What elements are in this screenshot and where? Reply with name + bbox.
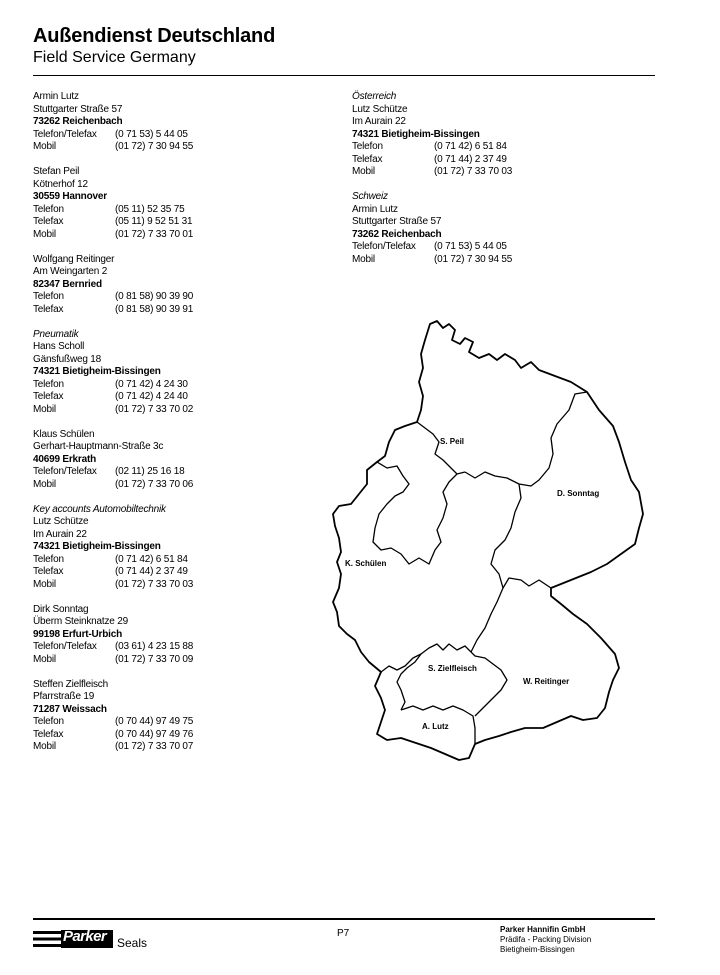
contact-phone-value: (0 71 53) 5 44 05 xyxy=(434,241,507,252)
contact-phone-row xyxy=(33,716,333,729)
contact-phone-label: Mobil xyxy=(33,578,56,590)
contact-phone-row xyxy=(33,141,333,154)
contact-phone-value: (01 72) 7 30 94 55 xyxy=(434,253,513,265)
contact-phone-value: (0 71 42) 6 51 84 xyxy=(115,553,188,565)
contact-text: Stuttgarter Straße 57 xyxy=(352,216,442,227)
header-rule xyxy=(33,75,655,76)
contact-phone-value: (01 72) 7 33 70 06 xyxy=(115,478,194,490)
parker-logo-mark xyxy=(33,929,113,949)
contact-phone-row xyxy=(33,654,333,667)
contact-phone-row xyxy=(352,141,652,154)
contact-phone-row xyxy=(33,479,333,492)
contact-city: 74321 Bietigheim-Bissingen xyxy=(33,541,161,552)
contact-phone-value: (01 72) 7 33 70 03 xyxy=(434,166,513,177)
contact-phone-row xyxy=(33,404,333,417)
contact-city: 73262 Reichenbach xyxy=(352,228,442,240)
contact-phone-value: (01 72) 7 33 70 09 xyxy=(115,653,194,665)
region-border-central xyxy=(471,484,521,652)
page-header xyxy=(33,24,275,68)
contact-text: Lutz Schütze xyxy=(33,516,89,527)
contact-text: Gänsfußweg 18 xyxy=(33,353,101,365)
contact-phone-row xyxy=(33,291,333,304)
contact-city: 71287 Weissach xyxy=(33,703,107,715)
contacts-column-left xyxy=(33,91,333,766)
contact-category: Pneumatik xyxy=(33,328,79,340)
contact-block xyxy=(352,191,652,266)
contact-phone-value: (0 71 42) 4 24 30 xyxy=(115,378,188,390)
contact-phone-row xyxy=(352,166,652,179)
contact-city: 99198 Erfurt-Urbich xyxy=(33,628,123,640)
contact-phone-value: (0 81 58) 90 39 91 xyxy=(115,303,194,315)
contact-text: Pfarrstraße 19 xyxy=(33,691,95,702)
contact-phone-row xyxy=(33,229,333,242)
contact-block xyxy=(33,604,333,667)
region-border-east xyxy=(503,578,551,588)
company-division: Prädifa - Packing Division xyxy=(500,935,592,944)
map-label-sonntag: D. Sonntag xyxy=(557,489,600,498)
region-border-south xyxy=(397,644,471,710)
contact-phone-row xyxy=(33,391,333,404)
contact-phone-row xyxy=(33,579,333,592)
contact-text: Kötnerhof 12 xyxy=(33,178,88,190)
contact-text: Gerhart-Hauptmann-Straße 3c xyxy=(33,441,164,452)
contact-phone-row xyxy=(33,204,333,217)
parker-logo-text: Parker xyxy=(63,928,107,945)
contact-phone-value: (0 71 42) 6 51 84 xyxy=(434,141,507,152)
contact-phone-label: Mobil xyxy=(33,741,56,752)
contact-phone-label: Telefax xyxy=(33,728,64,740)
germany-outline xyxy=(333,321,643,760)
contact-phone-label: Telefon/Telefax xyxy=(33,641,97,652)
contact-text: Im Aurain 22 xyxy=(352,116,406,127)
contact-phone-value: (0 71 44) 2 37 49 xyxy=(434,153,507,165)
contact-text: Armin Lutz xyxy=(33,91,79,102)
contact-city: 74321 Bietigheim-Bissingen xyxy=(33,366,161,377)
contact-text: Steffen Zielfleisch xyxy=(33,678,108,690)
contact-phone-row xyxy=(33,216,333,229)
contact-phone-label: Telefax xyxy=(33,566,64,577)
contact-phone-label: Mobil xyxy=(33,403,56,415)
contact-phone-value: (01 72) 7 30 94 55 xyxy=(115,141,194,152)
region-border-north-east xyxy=(465,392,587,486)
map-label-schuelen: K. Schülen xyxy=(345,559,387,568)
contact-text: Stuttgarter Straße 57 xyxy=(33,103,123,115)
contact-phone-value: (01 72) 7 33 70 03 xyxy=(115,578,194,590)
contact-phone-value: (0 71 42) 4 24 40 xyxy=(115,391,188,402)
page-title: Außendienst Deutschland xyxy=(33,25,276,47)
contact-phone-label: Telefon/Telefax xyxy=(33,128,97,140)
contact-phone-row xyxy=(352,254,652,267)
contact-phone-value: (0 70 44) 97 49 76 xyxy=(115,728,194,740)
contact-phone-row xyxy=(33,729,333,742)
contact-city: 30559 Hannover xyxy=(33,191,107,202)
map-label-reitinger: W. Reitinger xyxy=(523,677,570,686)
footer-rule xyxy=(33,918,655,920)
contact-phone-label: Telefax xyxy=(33,303,64,315)
contact-category: Schweiz xyxy=(352,191,388,202)
page-number: P7 xyxy=(337,928,350,939)
contact-phone-row xyxy=(33,554,333,567)
contact-phone-row xyxy=(33,641,333,654)
contact-text: Überm Steinknatze 29 xyxy=(33,616,128,627)
contact-text: Armin Lutz xyxy=(352,203,398,215)
contact-phone-label: Telefon xyxy=(33,291,64,302)
contact-text: Im Aurain 22 xyxy=(33,528,87,540)
contact-phone-label: Telefon xyxy=(33,553,64,565)
region-border-reitinger xyxy=(471,652,507,716)
contact-text: Stefan Peil xyxy=(33,166,80,177)
contact-phone-label: Mobil xyxy=(33,653,56,665)
contact-phone-row xyxy=(33,466,333,479)
company-name: Parker Hannifin GmbH xyxy=(500,925,586,934)
contact-phone-row xyxy=(352,241,652,254)
contact-phone-row xyxy=(33,379,333,392)
contact-block xyxy=(33,329,333,417)
contact-phone-value: (0 81 58) 90 39 90 xyxy=(115,291,194,302)
contact-phone-row xyxy=(33,129,333,142)
company-location: Bietigheim-Bissingen xyxy=(500,945,575,954)
contact-phone-label: Telefon xyxy=(352,141,383,152)
contact-phone-label: Telefon/Telefax xyxy=(352,241,416,252)
region-border-west xyxy=(373,462,465,564)
map-label-peil: S. Peil xyxy=(440,437,465,446)
contact-text: Lutz Schütze xyxy=(352,103,408,115)
contact-text: Hans Scholl xyxy=(33,341,85,352)
map-label-lutz: A. Lutz xyxy=(422,722,449,731)
contact-phone-value: (0 71 53) 5 44 05 xyxy=(115,128,188,140)
contact-phone-label: Telefon/Telefax xyxy=(33,466,97,477)
contact-phone-row xyxy=(352,154,652,167)
contact-phone-value: (05 11) 52 35 75 xyxy=(115,203,185,215)
contact-block xyxy=(33,504,333,592)
contact-phone-label: Telefax xyxy=(33,391,64,402)
logo-suffix: Seals xyxy=(117,936,148,950)
contact-phone-label: Mobil xyxy=(352,166,375,177)
contact-category: Key accounts Automobiltechnik xyxy=(33,503,166,515)
contact-block xyxy=(33,91,333,154)
contact-category: Österreich xyxy=(352,91,397,102)
contact-block xyxy=(33,166,333,241)
contacts-column-right xyxy=(352,91,652,279)
contact-city: 82347 Bernried xyxy=(33,278,102,290)
contact-phone-label: Telefon xyxy=(33,378,64,390)
contact-phone-label: Mobil xyxy=(33,228,56,240)
parker-logo xyxy=(33,928,147,950)
germany-region-map xyxy=(325,318,655,763)
region-border-southwest xyxy=(381,654,421,672)
page-subtitle: Field Service Germany xyxy=(33,49,196,66)
contact-phone-value: (0 70 44) 97 49 75 xyxy=(115,716,194,727)
contact-text: Dirk Sonntag xyxy=(33,603,89,615)
contact-phone-label: Mobil xyxy=(33,141,56,152)
region-border-north-inner xyxy=(417,422,457,474)
contact-phone-label: Telefax xyxy=(352,153,383,165)
contact-phone-value: (0 71 44) 2 37 49 xyxy=(115,566,188,577)
map-svg xyxy=(325,318,655,763)
contact-phone-value: (03 61) 4 23 15 88 xyxy=(115,641,194,652)
contact-block xyxy=(33,679,333,754)
contact-block xyxy=(352,91,652,179)
contact-text: Wolfgang Reitinger xyxy=(33,253,115,265)
contact-phone-row xyxy=(33,304,333,317)
contact-phone-value: (01 72) 7 33 70 07 xyxy=(115,741,194,752)
contact-phone-row xyxy=(33,566,333,579)
contact-text: Klaus Schülen xyxy=(33,428,95,440)
map-label-zielfleisch: S. Zielfleisch xyxy=(428,664,477,673)
contact-phone-row xyxy=(33,741,333,754)
contact-city: 40699 Erkrath xyxy=(33,453,97,465)
contact-block xyxy=(33,429,333,492)
contact-block xyxy=(33,254,333,317)
contact-city: 74321 Bietigheim-Bissingen xyxy=(352,128,480,140)
contact-phone-label: Mobil xyxy=(352,253,375,265)
contact-phone-value: (01 72) 7 33 70 01 xyxy=(115,228,194,240)
contact-phone-label: Telefon xyxy=(33,203,64,215)
contact-text: Am Weingarten 2 xyxy=(33,266,108,277)
company-block xyxy=(500,925,591,955)
contact-city: 73262 Reichenbach xyxy=(33,116,123,127)
contact-phone-label: Telefax xyxy=(33,216,64,227)
contact-phone-value: (01 72) 7 33 70 02 xyxy=(115,403,194,415)
contact-phone-value: (02 11) 25 16 18 xyxy=(115,466,185,477)
contact-phone-value: (05 11) 9 52 51 31 xyxy=(115,216,193,227)
contact-phone-label: Mobil xyxy=(33,478,56,490)
contact-phone-label: Telefon xyxy=(33,716,64,727)
